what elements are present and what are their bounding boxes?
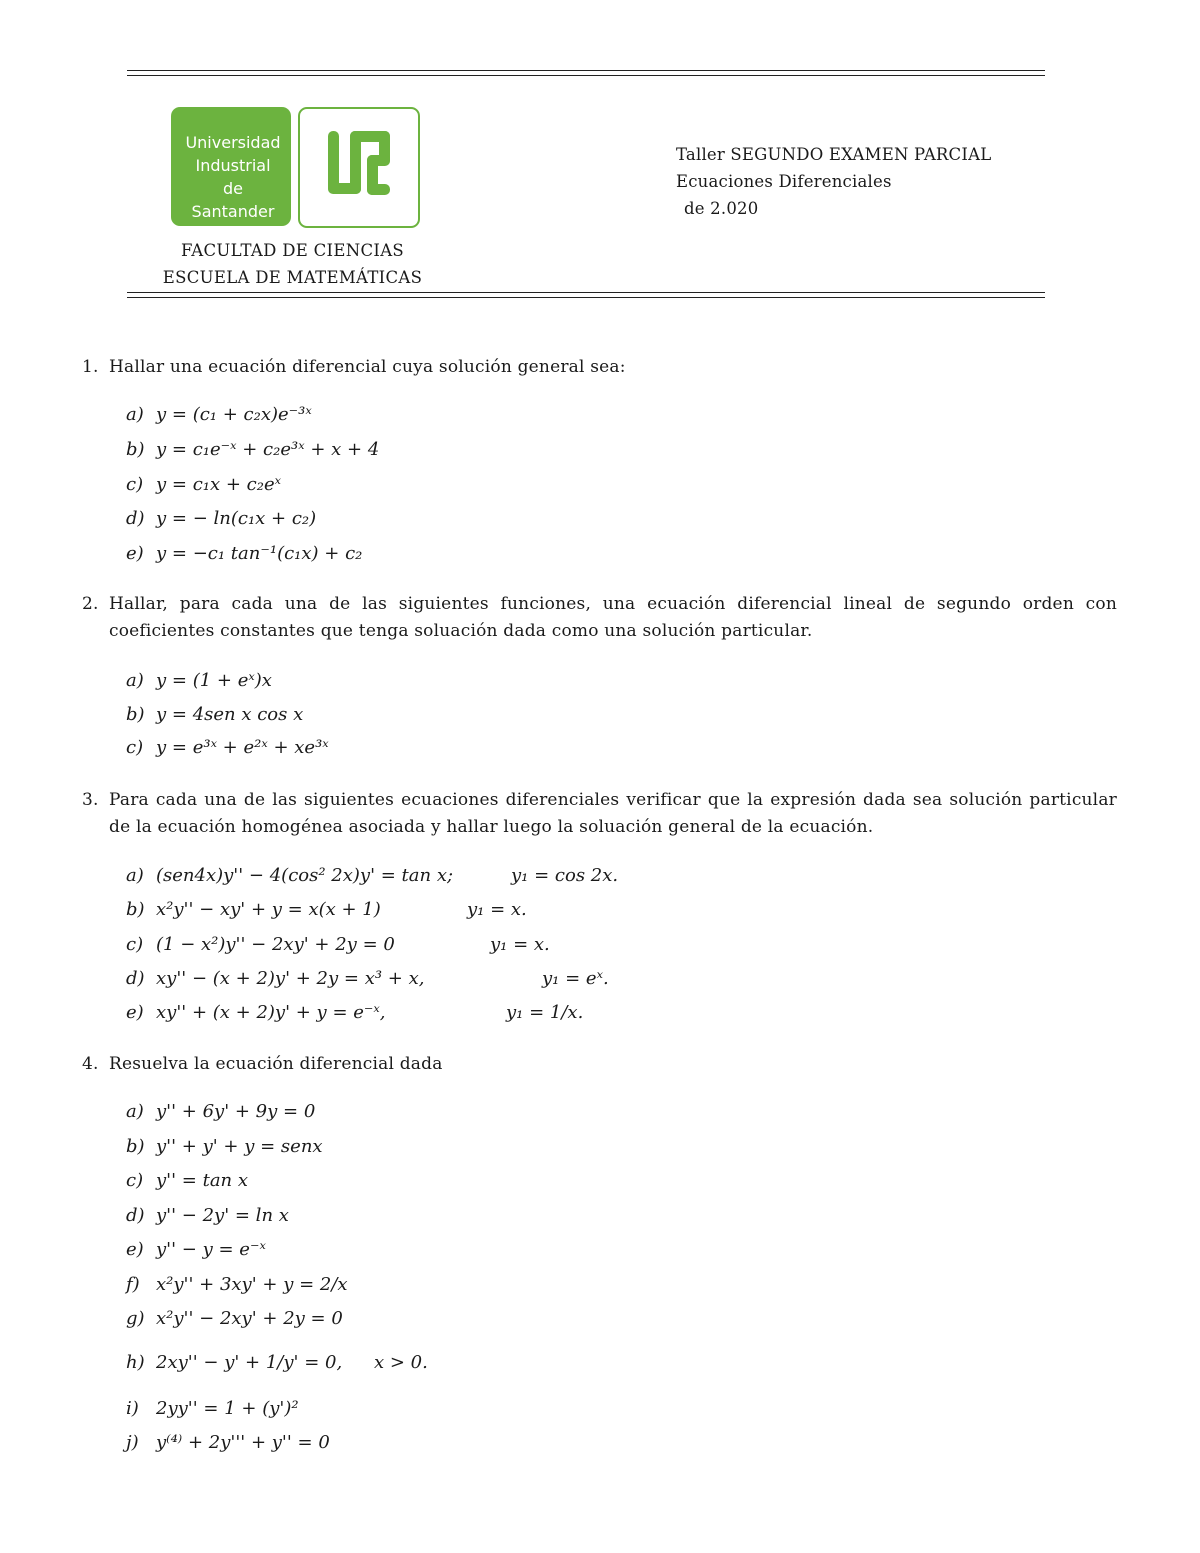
item-label: b) (126, 899, 145, 920)
header-bottom-rule-1 (127, 292, 1045, 293)
item-equation: (sen4x)y'' − 4(cos² 2x)y' = tan x; (156, 865, 454, 886)
item-label: g) (126, 1308, 145, 1329)
item-label: e) (126, 543, 144, 564)
top-rule-1 (127, 70, 1045, 71)
school-name: ESCUELA DE MATEMÁTICAS (162, 268, 423, 287)
item-condition: y₁ = 1/x. (506, 1002, 584, 1023)
item-label: j) (126, 1432, 139, 1453)
top-rule-2 (127, 75, 1045, 76)
item-condition: y₁ = cos 2x. (511, 865, 619, 886)
question-number: 3. (82, 790, 99, 810)
item-label: i) (126, 1398, 139, 1419)
item-equation: xy'' − (x + 2)y' + 2y = x³ + x, (156, 968, 425, 989)
item-label: h) (126, 1352, 145, 1373)
uis-logo-mark (298, 107, 420, 228)
item-equation: y⁽⁴⁾ + 2y''' + y'' = 0 (156, 1432, 330, 1453)
item-equation: y'' + y' + y = senx (156, 1136, 323, 1157)
logo-line-1: Universidad (185, 133, 281, 152)
item-label: c) (126, 737, 144, 758)
uis-monogram-icon (300, 109, 418, 226)
item-equation: y'' + 6y' + 9y = 0 (156, 1101, 316, 1122)
logo-line-3: Santander (191, 202, 275, 221)
item-condition: y₁ = eˣ. (542, 968, 609, 989)
question-text: Resuelva la ecuación diferencial dada (109, 1054, 443, 1074)
logo-line-2: Industrial de (195, 156, 271, 198)
item-equation: x²y'' + 3xy' + y = 2/x (156, 1274, 348, 1295)
question-text: Para cada una de las siguientes ecuaciones diferenciales verificar que la expresión dada sea solución particular de la ecuación homogénea asociada y hallar luego la soluación general de la ecuación. (109, 790, 1117, 837)
year-label: de 2.020 (684, 199, 759, 218)
item-label: a) (126, 404, 144, 425)
item-equation: (1 − x²)y'' − 2xy' + 2y = 0 (156, 934, 395, 955)
item-label: c) (126, 934, 144, 955)
question-number: 2. (82, 594, 99, 614)
item-equation: y = e³ˣ + e²ˣ + xe³ˣ (156, 737, 329, 758)
item-condition: y₁ = x. (467, 899, 527, 920)
item-label: f) (126, 1274, 140, 1295)
item-label: b) (126, 1136, 145, 1157)
item-equation: y'' − y = e⁻ˣ (156, 1239, 266, 1260)
university-logo (171, 107, 291, 226)
item-label: b) (126, 439, 145, 460)
item-label: c) (126, 474, 144, 495)
course-name: Ecuaciones Diferenciales (676, 172, 892, 191)
item-equation: y = −c₁ tan⁻¹(c₁x) + c₂ (156, 543, 363, 564)
item-label: a) (126, 865, 144, 886)
item-label: e) (126, 1239, 144, 1260)
item-equation: y = 4sen x cos x (156, 704, 304, 725)
item-equation: 2xy'' − y' + 1/y' = 0, (156, 1352, 343, 1373)
question-text: Hallar una ecuación diferencial cuya solución general sea: (109, 357, 626, 377)
item-equation: y = c₁e⁻ˣ + c₂e³ˣ + x + 4 (156, 439, 380, 460)
question-number: 1. (82, 357, 99, 377)
item-equation: x²y'' − xy' + y = x(x + 1) (156, 899, 381, 920)
item-equation: 2yy'' = 1 + (y')² (156, 1398, 299, 1419)
item-condition: y₁ = x. (490, 934, 550, 955)
item-equation: y = c₁x + c₂eˣ (156, 474, 282, 495)
item-label: e) (126, 1002, 144, 1023)
item-equation: xy'' + (x + 2)y' + y = e⁻ˣ, (156, 1002, 386, 1023)
item-condition: x > 0. (374, 1352, 428, 1373)
item-equation: y'' = tan x (156, 1170, 249, 1191)
item-label: d) (126, 968, 145, 989)
item-label: b) (126, 704, 145, 725)
question-text: Hallar, para cada una de las siguientes funciones, una ecuación diferencial lineal de segundo orden con coeficientes constantes que tenga soluación dada como una solución particular. (109, 594, 1117, 641)
item-equation: x²y'' − 2xy' + 2y = 0 (156, 1308, 343, 1329)
item-label: d) (126, 508, 145, 529)
faculty-name: FACULTAD DE CIENCIAS (180, 241, 405, 260)
item-label: c) (126, 1170, 144, 1191)
item-label: a) (126, 1101, 144, 1122)
item-equation: y = (1 + eˣ)x (156, 670, 272, 691)
item-label: d) (126, 1205, 145, 1226)
item-equation: y'' − 2y' = ln x (156, 1205, 289, 1226)
item-label: a) (126, 670, 144, 691)
item-equation: y = − ln(c₁x + c₂) (156, 508, 317, 529)
item-equation: y = (c₁ + c₂x)e⁻³ˣ (156, 404, 312, 425)
header-bottom-rule-2 (127, 297, 1045, 298)
logo-text (183, 131, 283, 223)
question-number: 4. (82, 1054, 99, 1074)
page-title: Taller SEGUNDO EXAMEN PARCIAL (676, 145, 992, 164)
